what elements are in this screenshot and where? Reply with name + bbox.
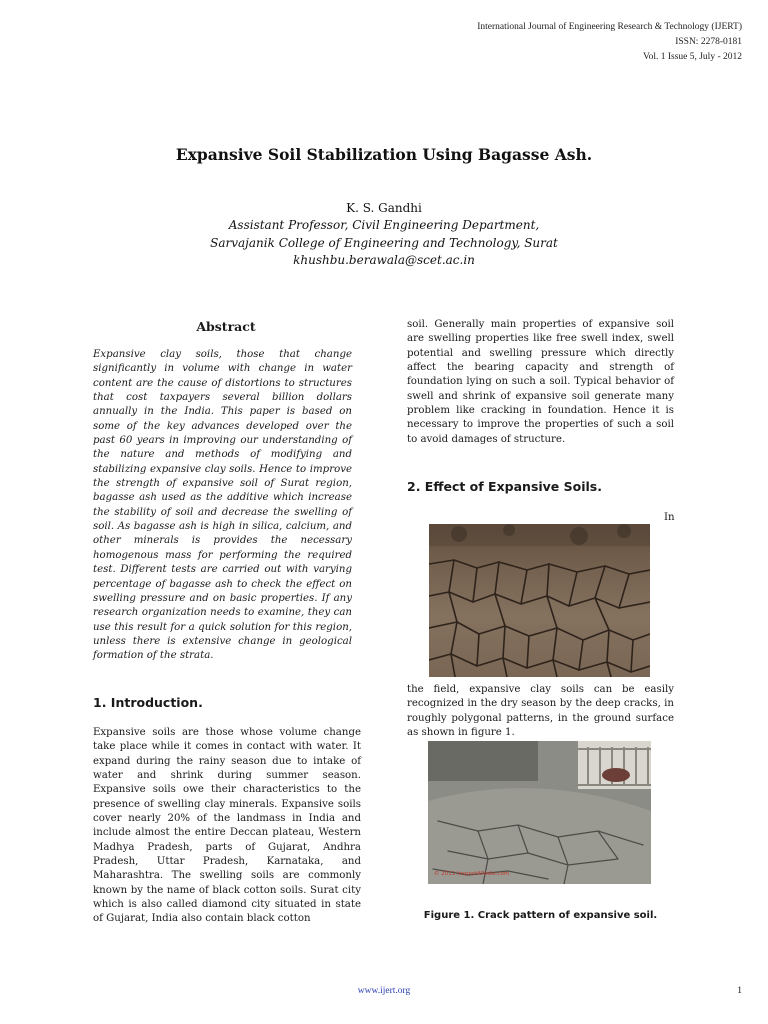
cracked-pavement-photo [428, 741, 651, 884]
affiliation-line-2: Sarvajanik College of Engineering and Technology, Surat [210, 236, 558, 250]
author-name: K. S. Gandhi [346, 201, 422, 215]
section-2-heading: 2. Effect of Expansive Soils. [407, 479, 602, 494]
abstract-heading: Abstract [196, 319, 256, 334]
abstract-text: Expansive clay soils, those that change significantly in volume with change in water content are the cause of distortions to structures that cost taxpayers several billion dollars annually in the India. This paper is based on some of the key advances developed over the past 60 years in improving our understanding of the nature and methods of modifying and stabilizing expansive clay soils. Hence to improve the strength of expansive soil of Surat region, bagasse ash used as the additive which increase the stability of soil and decrease the swelling of soil. As bagasse ash is high in silica, calcium, and other minerals is provides the necessary homogenous mass for performing the required test. Different tests are carried out with varying percentage of bagasse ash to check the effect on swelling pressure and on basic properties. If any research organization needs to examine, they can use this result for a quick solution for this region, unless there is extensive change in geological formation of the strata. [93, 349, 352, 662]
section-2-first-word: In [664, 512, 675, 523]
photo-watermark: © 2011 InspectAPedia.com [434, 871, 510, 877]
figure-1-caption: Figure 1. Crack pattern of expansive soil. [423, 910, 658, 921]
volume-issue: Vol. 1 Issue 5, July - 2012 [642, 52, 742, 62]
author-email: khushbu.berawala@scet.ac.in [293, 253, 475, 267]
journal-header [477, 20, 742, 65]
issn: ISSN: 2278-0181 [675, 37, 742, 47]
footer-url-link[interactable]: www.ijert.org [357, 986, 411, 996]
after-photo-text: the field, expansive clay soils can be easily recognized in the dry season by the deep cracks, in roughly polygonal patterns, in the ground surface as shown in figure 1. [407, 684, 674, 739]
cracked-soil-photo [429, 524, 650, 677]
journal-name: International Journal of Engineering Research & Technology (IJERT) [477, 22, 742, 32]
introduction-heading: 1. Introduction. [93, 695, 203, 710]
affiliation-line-1: Assistant Professor, Civil Engineering Department, [228, 218, 540, 232]
introduction-text: Expansive soils are those whose volume change take place while it comes in contact with water. It expand during the rainy season due to intake of water and shrink during summer season. Expansive soils owe their characteristics to the presence of swelling clay minerals. Expansive soils cover nearly 20% of the landmass in India and include almost the entire Deccan plateau, Western Madhya Pradesh, parts of Gujarat, Andhra Pradesh, Uttar Pradesh, Karnataka, and Maharashtra. The swelling soils are commonly known by the name of black cotton soils. Surat city which is also called diamond city situated in state of Gujarat, India also contain black cotton [93, 727, 361, 925]
page-number: 1 [737, 986, 742, 996]
right-column-continuation: soil. Generally main properties of expansive soil are swelling properties like free swell index, swell potential and swelling pressure which directly affect the bearing capacity and strength of foundation lying on such a soil. Typical behavior of swell and shrink of expansive soil generate many problem like cracking in foundation. Hence it is necessary to improve the properties of such a soil to avoid damages of structure. [407, 319, 674, 445]
paper-title: Expansive Soil Stabilization Using Bagasse Ash. [175, 145, 593, 164]
